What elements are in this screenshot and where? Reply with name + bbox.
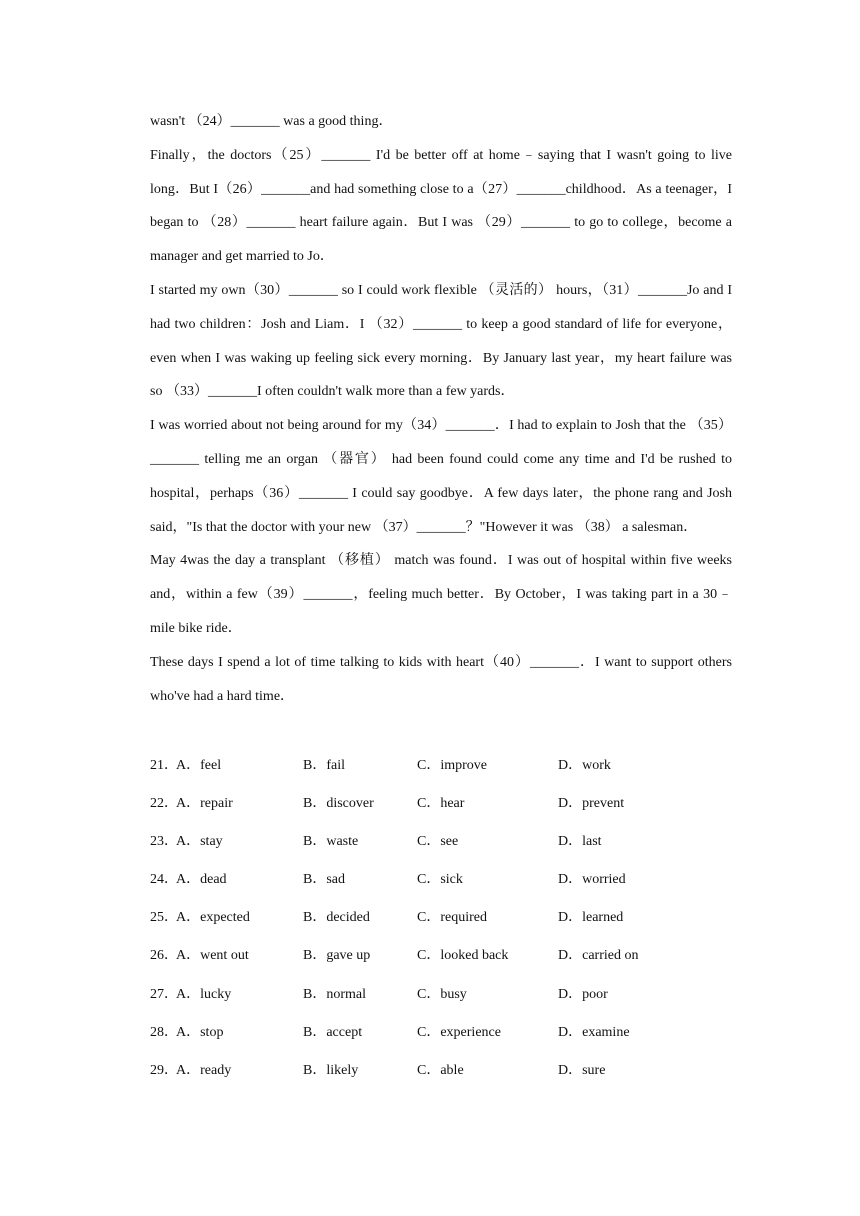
option-d: D．learned bbox=[558, 910, 624, 926]
option-a: A．repair bbox=[176, 796, 233, 812]
option-b: B．accept bbox=[303, 1024, 363, 1040]
question-number: 28． bbox=[150, 1024, 178, 1040]
option-b: B．fail bbox=[303, 758, 345, 773]
passage-paragraph: May 4was the day a transplant （移植） match was found．I was out of hospital within five weeks and，within a few（39）_______，feeling much better．By October，I was taking part in a 30﹣mile bike ride． bbox=[150, 553, 732, 636]
option-b: B．normal bbox=[303, 986, 366, 1002]
question-row bbox=[150, 1055, 750, 1093]
passage-paragraph: These days I spend a lot of time talking to kids with heart（40）_______．I want to support others who've had a hard time． bbox=[150, 654, 732, 704]
option-d: D．sure bbox=[558, 1062, 606, 1078]
option-a: A．stop bbox=[176, 1024, 224, 1040]
option-b: B．discover bbox=[303, 796, 374, 812]
option-d: D．poor bbox=[558, 986, 608, 1002]
option-c: C．looked back bbox=[417, 948, 509, 964]
question-number: 26． bbox=[150, 948, 178, 964]
option-a: A．ready bbox=[176, 1062, 232, 1078]
option-c: C．see bbox=[417, 834, 459, 850]
option-c: C．able bbox=[417, 1062, 464, 1078]
passage-paragraph: I was worried about not being around for my（34）_______．I had to explain to Josh that the （35）_______ telling me an organ （器官） had been found could come any time and I'd be rushed to hospital，perhaps（36）_______ I could say goodbye．A few days later，the phone rang and Josh said，"Is that the doctor with your new （37）_______？"However it was （38） a salesman． bbox=[150, 418, 732, 535]
question-number: 24． bbox=[150, 872, 178, 888]
passage-paragraph: Finally，the doctors（25）_______ I'd be better off at home﹣saying that I wasn't going to live long．But I（26）_______and had something close to a（27）_______childhood．As a teenager，I began to （28）_______ heart failure again．But I was （29）_______ to go to college，become a manager and get married to Jo． bbox=[150, 147, 732, 265]
option-d: D．work bbox=[558, 758, 611, 773]
question-number: 21． bbox=[150, 758, 178, 773]
question-number: 23． bbox=[150, 834, 178, 850]
option-a: A．expected bbox=[176, 910, 250, 926]
option-d: D．worried bbox=[558, 872, 626, 888]
option-d: D．last bbox=[558, 834, 602, 850]
question-row bbox=[150, 864, 750, 902]
question-row bbox=[150, 979, 750, 1017]
passage-paragraph: wasn't （24）_______ was a good thing． bbox=[150, 114, 393, 129]
option-b: B．gave up bbox=[303, 948, 371, 964]
question-number: 22． bbox=[150, 796, 178, 812]
option-c: C．experience bbox=[417, 1024, 501, 1040]
question-number: 29． bbox=[150, 1062, 178, 1078]
option-b: B．decided bbox=[303, 910, 370, 926]
question-number: 25． bbox=[150, 910, 178, 926]
option-b: B．waste bbox=[303, 834, 359, 850]
option-a: A．went out bbox=[176, 948, 249, 964]
option-c: C．improve bbox=[417, 758, 487, 773]
passage-paragraph: I started my own（30）_______ so I could work flexible （灵活的） hours，（31）_______Jo and I had two children：Josh and Liam．I （32）_______ to keep a good standard of life for everyone，even when I was waking up feeling sick every morning．By January last year，my heart failure was so （33）_______I often couldn't walk more than a few yards． bbox=[150, 282, 732, 400]
option-b: B．sad bbox=[303, 872, 345, 888]
option-a: A．lucky bbox=[176, 986, 232, 1002]
question-row bbox=[150, 940, 750, 978]
question-row bbox=[150, 788, 750, 826]
option-a: A．stay bbox=[176, 834, 223, 850]
passage bbox=[150, 105, 732, 713]
option-c: C．hear bbox=[417, 796, 465, 812]
option-d: D．prevent bbox=[558, 796, 625, 812]
answer-options-list bbox=[150, 750, 750, 1093]
question-number: 27． bbox=[150, 986, 178, 1002]
option-b: B．likely bbox=[303, 1062, 359, 1078]
question-row bbox=[150, 826, 750, 864]
option-c: C．busy bbox=[417, 986, 467, 1002]
question-row bbox=[150, 1017, 750, 1055]
option-a: A．feel bbox=[176, 758, 222, 773]
question-row bbox=[150, 750, 750, 788]
option-a: A．dead bbox=[176, 872, 227, 888]
option-d: D．carried on bbox=[558, 948, 639, 964]
option-d: D．examine bbox=[558, 1024, 630, 1040]
option-c: C．required bbox=[417, 910, 487, 926]
option-c: C．sick bbox=[417, 872, 463, 888]
question-row bbox=[150, 902, 750, 940]
